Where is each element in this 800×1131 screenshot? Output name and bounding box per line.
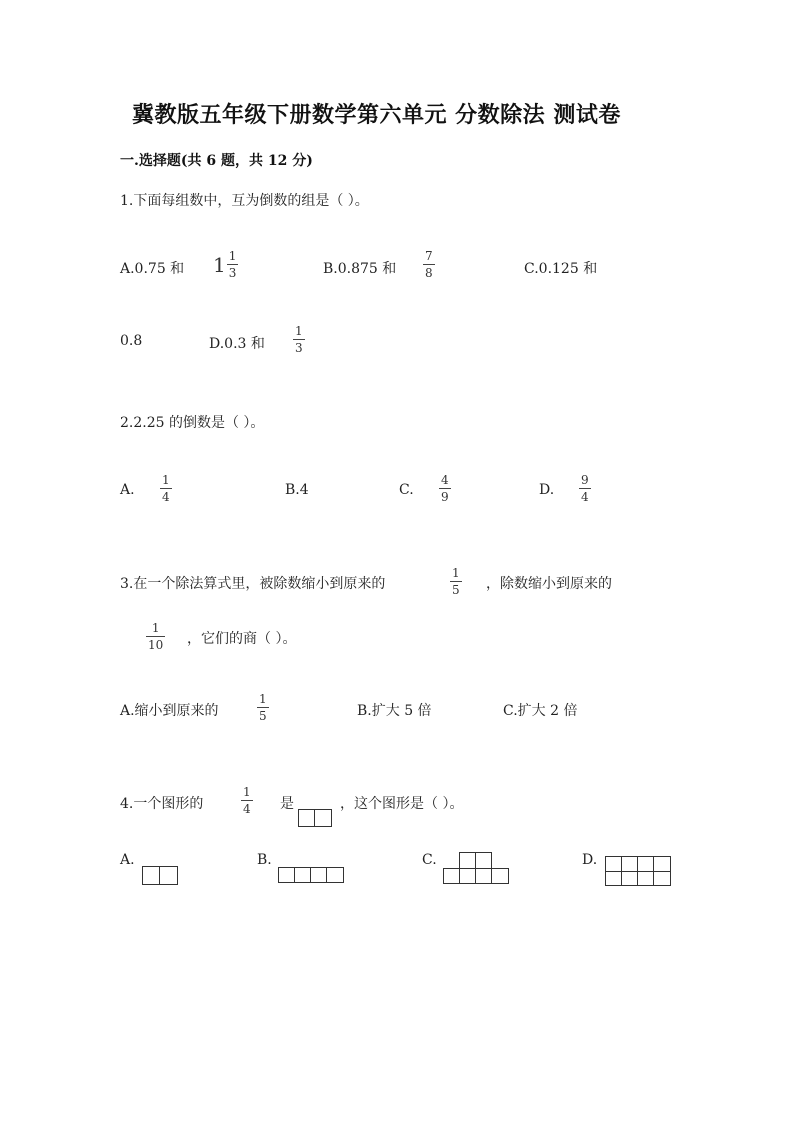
denominator: 5	[259, 709, 267, 723]
page-title: 冀教版五年级下册数学第六单元 分数除法 测试卷	[132, 102, 621, 128]
q4-option-b-label: B.	[257, 852, 272, 868]
section-heading: 一.选择题(共 6 题，共 12 分)	[120, 153, 313, 169]
grid-square	[605, 856, 622, 872]
grid-square	[637, 856, 654, 872]
denominator: 10	[148, 638, 164, 652]
grid-square	[653, 871, 671, 886]
q4-option-d-figure	[605, 856, 671, 886]
grid-square	[637, 871, 654, 886]
grid-square	[621, 871, 638, 886]
denominator: 4	[243, 802, 251, 816]
numerator: 1	[151, 621, 160, 635]
q4-option-a-figure	[142, 866, 178, 885]
numerator: 1	[243, 785, 251, 799]
grid-square	[159, 866, 178, 885]
grid-square	[294, 867, 311, 883]
mixed-whole-part: 1	[213, 252, 226, 277]
q1-option-d-label: D.0.3 和	[209, 336, 265, 352]
grid-square	[621, 856, 638, 872]
question-4-stem-part1: 4.一个图形的	[120, 796, 204, 812]
q3-option-a-fraction	[257, 693, 269, 722]
q4-option-c-figure	[443, 852, 509, 884]
grid-square	[459, 868, 476, 884]
question-3-stem-part1: 3.在一个除法算式里，被除数缩小到原来的	[120, 576, 386, 592]
q4-option-d-label: D.	[582, 852, 598, 868]
grid-square	[475, 852, 492, 869]
denominator: 4	[581, 490, 589, 504]
denominator: 3	[295, 341, 303, 355]
question-1-stem: 1.下面每组数中，互为倒数的组是（ ）。	[120, 193, 369, 209]
grid-square	[326, 867, 344, 883]
numerator: 4	[441, 473, 449, 487]
question-4-stem-part2: 是	[280, 796, 294, 812]
grid-square	[475, 868, 492, 884]
denominator: 3	[228, 266, 237, 280]
q2-option-a-fraction	[160, 474, 172, 503]
q2-option-d-label: D.	[539, 482, 555, 498]
question-2-stem: 2.2.25 的倒数是（ ）。	[120, 415, 265, 431]
grid-square	[310, 867, 327, 883]
grid-square	[653, 856, 671, 872]
q3-option-a-label: A.缩小到原来的	[120, 703, 219, 719]
grid-square	[443, 868, 460, 884]
q2-option-c-fraction	[439, 474, 451, 503]
q1-option-c-label: C.0.125 和	[524, 261, 598, 277]
q3-option-b-label: B.扩大 5 倍	[357, 703, 432, 719]
q2-option-b-label: B.4	[285, 482, 309, 498]
grid-square	[459, 852, 476, 869]
numerator: 1	[452, 566, 460, 580]
q1-option-b-fraction	[423, 250, 435, 279]
q1-option-d-fraction	[293, 325, 305, 354]
q4-option-a-label: A.	[120, 852, 135, 868]
denominator: 8	[425, 266, 433, 280]
question-4-stem-part3: ，这个图形是（ ）。	[340, 796, 464, 812]
numerator: 1	[162, 473, 170, 487]
numerator: 1	[295, 324, 303, 338]
grid-square	[278, 867, 295, 883]
grid-square	[605, 871, 622, 886]
grid-square	[314, 809, 332, 827]
numerator: 7	[425, 249, 433, 263]
denominator: 5	[452, 583, 460, 597]
grid-square	[491, 868, 509, 884]
numerator: 9	[581, 473, 589, 487]
numerator: 1	[259, 692, 267, 706]
q4-stem-fraction	[241, 786, 253, 815]
q2-option-a-label: A.	[120, 482, 135, 498]
q3-stem-fraction-2	[146, 622, 165, 651]
q4-option-c-label: C.	[422, 852, 437, 868]
q4-option-b-figure	[278, 867, 344, 883]
q3-stem-fraction-1	[450, 567, 462, 596]
denominator: 4	[162, 490, 170, 504]
q4-stem-figure	[298, 809, 332, 827]
denominator: 9	[441, 490, 449, 504]
numerator: 1	[228, 249, 237, 263]
question-3-stem-part2: ，除数缩小到原来的	[486, 576, 612, 592]
q2-option-c-label: C.	[399, 482, 414, 498]
q1-option-b-label: B.0.875 和	[323, 261, 397, 277]
q1-option-a-label: A.0.75 和	[120, 261, 185, 277]
q1-option-c-continued: 0.8	[120, 333, 143, 349]
question-3-stem-part3: ，它们的商（ ）。	[187, 631, 297, 647]
q2-option-d-fraction	[579, 474, 591, 503]
q1-option-a-mixed-number	[213, 250, 238, 279]
mixed-fraction-part	[227, 250, 239, 279]
q3-option-c-label: C.扩大 2 倍	[503, 703, 578, 719]
